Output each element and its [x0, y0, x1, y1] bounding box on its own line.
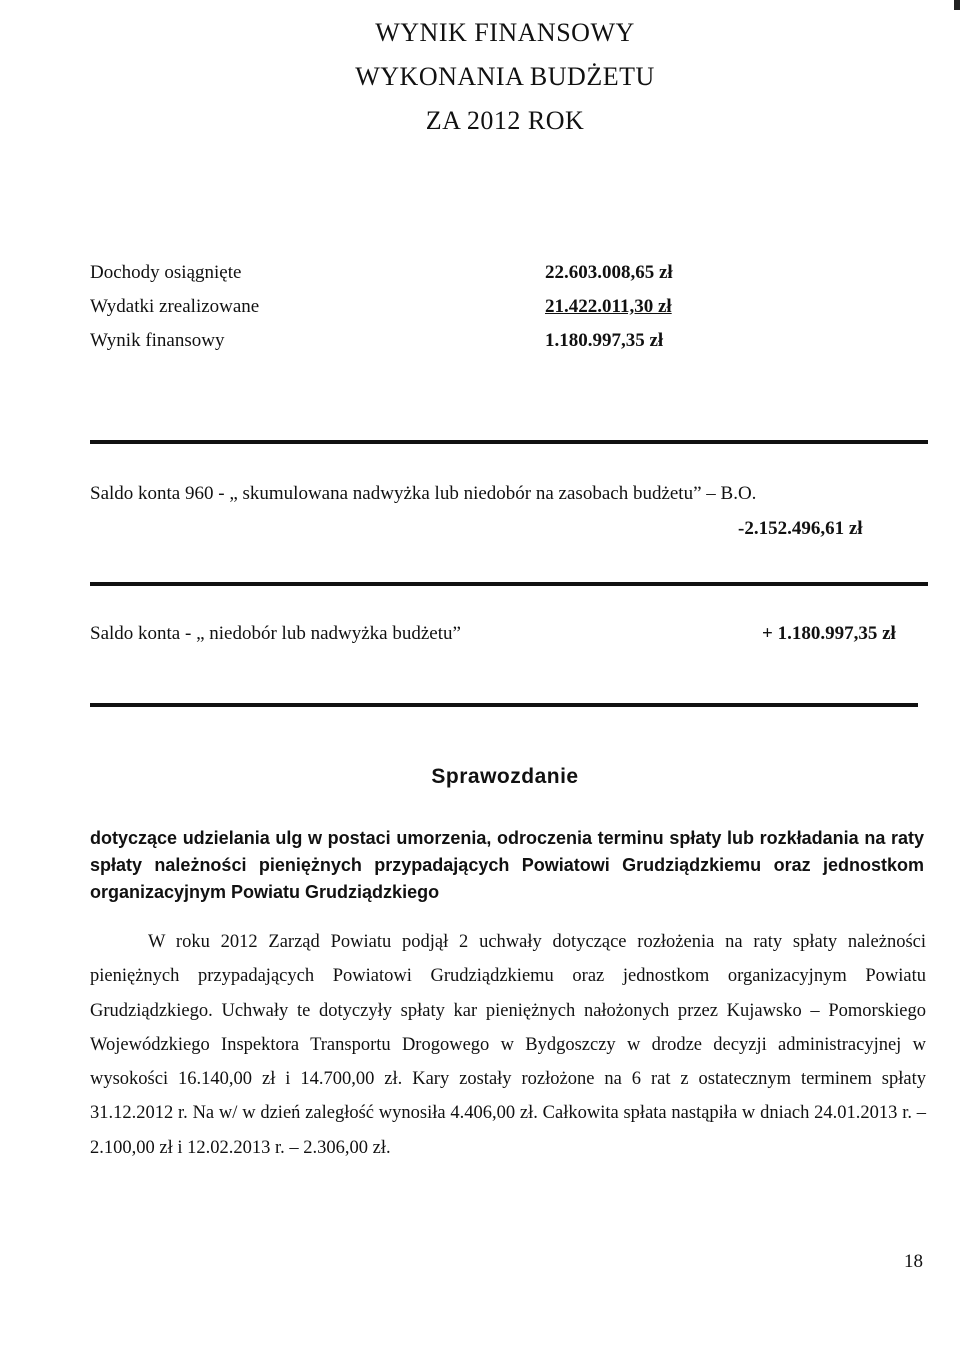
- report-subtitle: dotyczące udzielania ulg w postaci umorzenia, odroczenia terminu spłaty lub rozkładania na raty spłaty należności pieniężnych przypadających Powiatowi Grudziądzkiemu oraz jednostkom organizacyjnym Powiatu Grudziądzkiego: [90, 828, 924, 902]
- income-value: 22.603.008,65 zł: [545, 262, 673, 283]
- document-title-line-3: ZA 2012 ROK: [425, 106, 585, 135]
- separator-rule: [90, 582, 928, 586]
- saldo-budget-text: Saldo konta - „ niedobór lub nadwyżka budżetu”: [90, 623, 461, 644]
- separator-rule: [90, 703, 918, 707]
- expenses-value: 21.422.011,30 zł: [545, 296, 672, 317]
- saldo-960-value: -2.152.496,61 zł: [738, 518, 863, 539]
- page-number: 18: [904, 1251, 923, 1272]
- report-body-paragraph: W roku 2012 Zarząd Powiatu podjął 2 uchwały dotyczące rozłożenia na raty spłaty należności pieniężnych przypadających Powiatowi Grudziądzkiemu oraz jednostkom organizacyjnym Powiatu Grudziądzkiego. Uchwały te dotyczyły spłaty kar pieniężnych nałożonych przez Kujawsko – Pomorskiego Wojewódzkiego Inspektora Transportu Drogowego w Bydgoszczy w drodze decyzji administracyjnej w wysokości 16.140,00 zł i 14.700,00 zł. Kary zostały rozłożone na 6 rat z ostatecznym terminem spłaty 31.12.2012 r. Na w/ w dzień zaległość wynosiła 4.406,00 zł. Całkowita spłata nastąpiła w dniach 24.01.2013 r. – 2.100,00 zł i 12.02.2013 r. – 2.306,00 zł.: [90, 932, 926, 1158]
- separator-rule: [90, 440, 928, 444]
- saldo-960-text: Saldo konta 960 - „ skumulowana nadwyżka lub niedobór na zasobach budżetu” – B.O.: [90, 483, 757, 504]
- financial-result-value: 1.180.997,35 zł: [545, 330, 664, 351]
- document-title-line-2: WYKONANIA BUDŻETU: [355, 62, 655, 91]
- financial-result-label: Wynik finansowy: [90, 330, 225, 351]
- expenses-label: Wydatki zrealizowane: [90, 296, 260, 317]
- saldo-budget-value: + 1.180.997,35 zł: [762, 623, 896, 644]
- scan-corner-mark: [954, 0, 960, 10]
- document-title-line-1: WYNIK FINANSOWY: [375, 18, 635, 47]
- income-label: Dochody osiągnięte: [90, 262, 242, 283]
- report-title: Sprawozdanie: [431, 765, 579, 788]
